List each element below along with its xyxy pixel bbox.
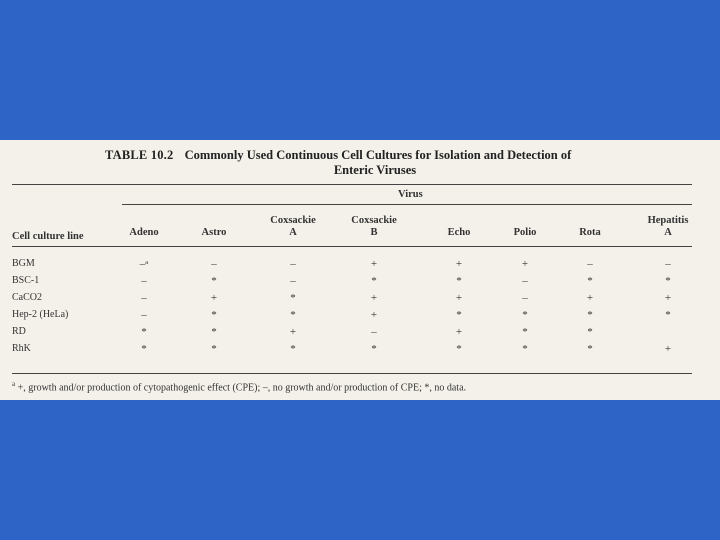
column-header-line-2: Adeno: [129, 227, 159, 238]
column-header-line-2: Polio: [513, 227, 537, 238]
table-number: TABLE 10.2: [105, 148, 174, 162]
table-cell: *: [211, 309, 217, 321]
row-label: RD: [12, 326, 26, 337]
column-header-line-1: Coxsackie: [351, 215, 397, 226]
table-cell: +: [455, 258, 463, 270]
column-header-line-2: B: [370, 227, 378, 238]
header-rule: [12, 246, 692, 247]
bottom-rule: [12, 373, 692, 374]
table-cell: *: [587, 326, 593, 338]
table-cell: +: [521, 258, 529, 270]
column-header: [258, 215, 328, 239]
column-header: [555, 215, 625, 239]
column-header-line-1: Coxsackie: [270, 215, 316, 226]
table-cell: +: [210, 292, 218, 304]
virus-group-rule: [122, 204, 692, 205]
table-cell: *: [456, 343, 462, 355]
column-header-line-1: [179, 215, 249, 227]
column-header: [633, 215, 703, 239]
column-header-line-1: [490, 215, 560, 227]
column-header: [424, 215, 494, 239]
table-cell: *: [522, 309, 528, 321]
table-cell: +: [370, 292, 378, 304]
row-label: BGM: [12, 258, 35, 269]
table-cell: –: [290, 275, 296, 287]
row-header: Cell culture line: [12, 231, 84, 242]
column-header: [179, 215, 249, 239]
table-cell: *: [211, 343, 217, 355]
table-cell: +: [289, 326, 297, 338]
row-label: BSC-1: [12, 275, 40, 286]
table-page: [0, 140, 720, 400]
table-cell: –: [371, 326, 377, 338]
column-header-line-1: Hepatitis: [647, 215, 689, 226]
virus-group-header: Virus: [398, 189, 423, 200]
table-cell: *: [211, 275, 217, 287]
table-cell: *: [290, 292, 296, 304]
table-cell: *: [587, 275, 593, 287]
table-cell: *: [371, 343, 377, 355]
table-cell: +: [455, 292, 463, 304]
footnote-marker: a: [12, 380, 16, 388]
table-cell: *: [290, 343, 296, 355]
table-cell: +: [664, 292, 672, 304]
table-cell: –: [665, 258, 671, 270]
column-header-line-2: Rota: [579, 227, 601, 238]
table-cell: *: [665, 309, 671, 321]
table-cell: *: [587, 309, 593, 321]
table-cell: *: [141, 343, 147, 355]
row-label: Hep-2 (HeLa): [12, 309, 69, 320]
table-cell: *: [371, 275, 377, 287]
table-cell: +: [370, 258, 378, 270]
table-cell: *: [456, 275, 462, 287]
column-header-line-2: Echo: [447, 227, 471, 238]
row-label: CaCO2: [12, 292, 42, 303]
table-cell: –: [290, 258, 296, 270]
column-header-line-1: [109, 215, 179, 227]
table-cell: –: [522, 292, 528, 304]
table-footnote: [12, 380, 466, 393]
table-cell: –: [141, 309, 147, 321]
table-cell: *: [522, 326, 528, 338]
table-title-line-1: Commonly Used Continuous Cell Cultures for Isolation and Detection of: [184, 148, 572, 162]
column-header-line-2: A: [289, 227, 297, 238]
table-cell: –: [587, 258, 593, 270]
table-cell: *: [456, 309, 462, 321]
column-header: [339, 215, 409, 239]
table-cell: –: [141, 292, 147, 304]
column-header: [109, 215, 179, 239]
table-cell: *: [211, 326, 217, 338]
table-cell: –: [522, 275, 528, 287]
table-cell: +: [664, 343, 672, 355]
column-header-line-2: Astro: [201, 227, 227, 238]
footnote-text: +, growth and/or production of cytopathogenic effect (CPE); –, no growth and/or production of CPE; *, no data.: [17, 382, 467, 394]
table-caption: [105, 148, 625, 178]
table-cell: *: [665, 275, 671, 287]
column-header: [490, 215, 560, 239]
column-header-line-1: [555, 215, 625, 227]
table-cell: *: [522, 343, 528, 355]
table-cell: *: [141, 326, 147, 338]
table-cell: –ᵃ: [139, 258, 149, 270]
table-cell: +: [586, 292, 594, 304]
table-cell: +: [455, 326, 463, 338]
table-cell: –: [141, 275, 147, 287]
table-cell: *: [290, 309, 296, 321]
table-cell: *: [587, 343, 593, 355]
row-label: RhK: [12, 343, 31, 354]
column-header-line-2: A: [664, 227, 672, 238]
table-cell: –: [211, 258, 217, 270]
top-rule: [12, 184, 692, 185]
table-cell: +: [370, 309, 378, 321]
column-header-line-1: [424, 215, 494, 227]
table-title-line-2: Enteric Viruses: [333, 163, 417, 177]
